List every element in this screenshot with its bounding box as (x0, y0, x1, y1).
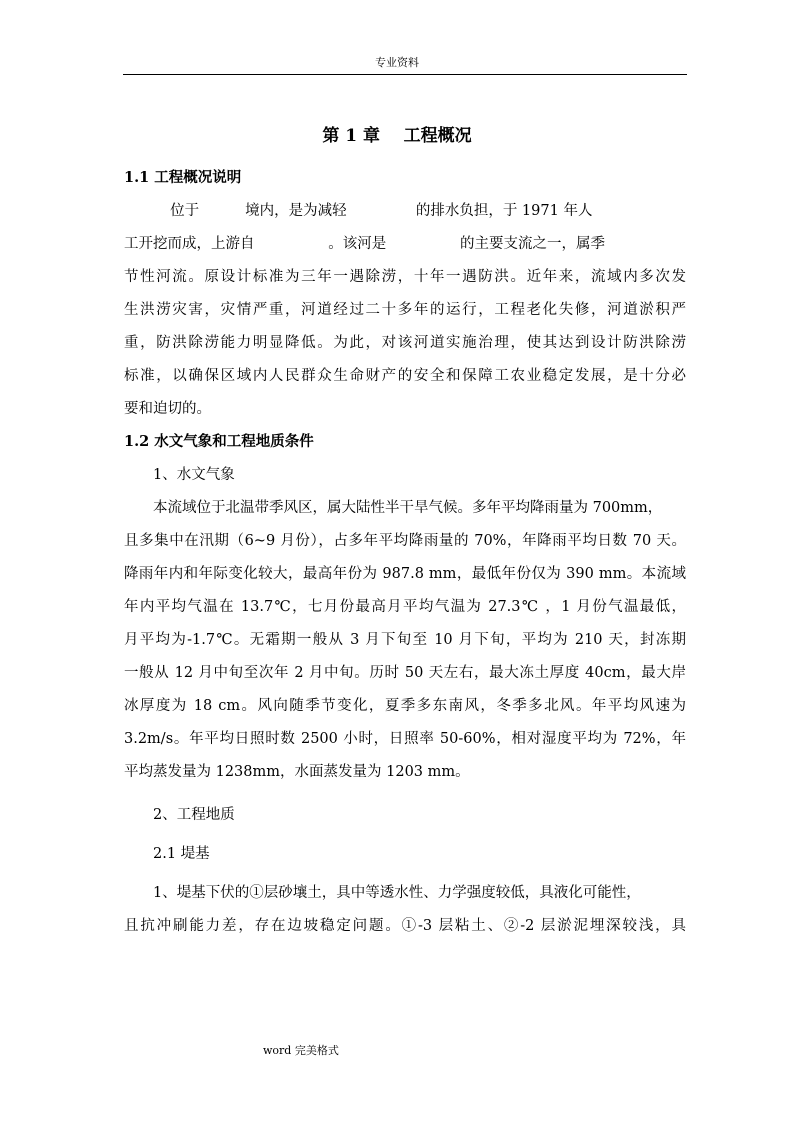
header-rule (123, 74, 687, 75)
paragraph-line: 要和迫切的。 (124, 401, 211, 417)
paragraph-line: 重，防洪除涝能力明显降低。为此，对该河道实施治理，使其达到设计防洪除涝 (124, 335, 686, 351)
paragraph-line: 一般从 12 月中旬至次年 2 月中旬。历时 50 天左右，最大冻土厚度 40cm，最大岸 (124, 665, 686, 681)
paragraph-line: 且抗冲刷能力差，存在边坡稳定问题。①-3 层粘土、②-2 层淤泥埋深较浅，具 (124, 918, 686, 934)
paragraph-line: 降雨年内和年际变化较大，最高年份为 987.8 mm，最低年份仅为 390 mm。本流域 (124, 566, 686, 582)
chapter-title: 第 1 章 工程概况 (322, 126, 472, 146)
section-heading-1-1: 1.1 工程概况说明 (124, 169, 242, 186)
paragraph-line: 年内平均气温在 13.7℃，七月份最高月平均气温为 27.3℃ ，1 月份气温最低， (124, 599, 686, 615)
paragraph-line: 标准，以确保区域内人民群众生命财产的安全和保障工农业稳定发展，是十分必 (124, 368, 686, 384)
paragraph-line: 生洪涝灾害，灾情严重，河道经过二十多年的运行，工程老化失修，河道淤积严 (124, 302, 686, 318)
document-body (124, 166, 686, 947)
paragraph-line: 冰厚度为 18 cm。风向随季节变化，夏季多东南风，冬季多北风。年平均风速为 (124, 698, 686, 714)
subsection-heading-embankment: 2.1 堤基 (153, 846, 210, 862)
page-header: 专业资料 (375, 56, 419, 69)
page-footer: word 完美格式 (263, 1044, 339, 1057)
paragraph-line: 工开挖而成，上游自 。该河是 的主要支流之一，属季 (124, 236, 605, 252)
subsection-heading-hydrology: 1、水文气象 (153, 467, 235, 483)
paragraph-line: 平均蒸发量为 1238mm，水面蒸发量为 1203 mm。 (124, 764, 470, 780)
paragraph-line: 3.2m/s。年平均日照时数 2500 小时，日照率 50-60%，相对湿度平均为 72%，年 (124, 731, 686, 747)
paragraph-line: 位于 境内，是为减轻 的排水负担，于 1971 年人 (124, 203, 593, 219)
subsection-heading-geology: 2、工程地质 (153, 807, 235, 823)
paragraph-line: 且多集中在汛期（6~9 月份），占多年平均降雨量的 70%，年降雨平均日数 70 天。 (124, 533, 686, 549)
paragraph-line: 节性河流。原设计标准为三年一遇除涝，十年一遇防洪。近年来，流域内多次发 (124, 269, 686, 285)
paragraph-line: 本流域位于北温带季风区，属大陆性半干旱气候。多年平均降雨量为 700mm， (153, 500, 663, 516)
paragraph-line: 月平均为-1.7℃。无霜期一般从 3 月下旬至 10 月下旬，平均为 210 天，封冻期 (124, 632, 686, 648)
section-heading-1-2: 1.2 水文气象和工程地质条件 (124, 433, 314, 450)
paragraph-line: 1、堤基下伏的①层砂壤土，具中等透水性、力学强度较低，具液化可能性， (153, 885, 641, 901)
